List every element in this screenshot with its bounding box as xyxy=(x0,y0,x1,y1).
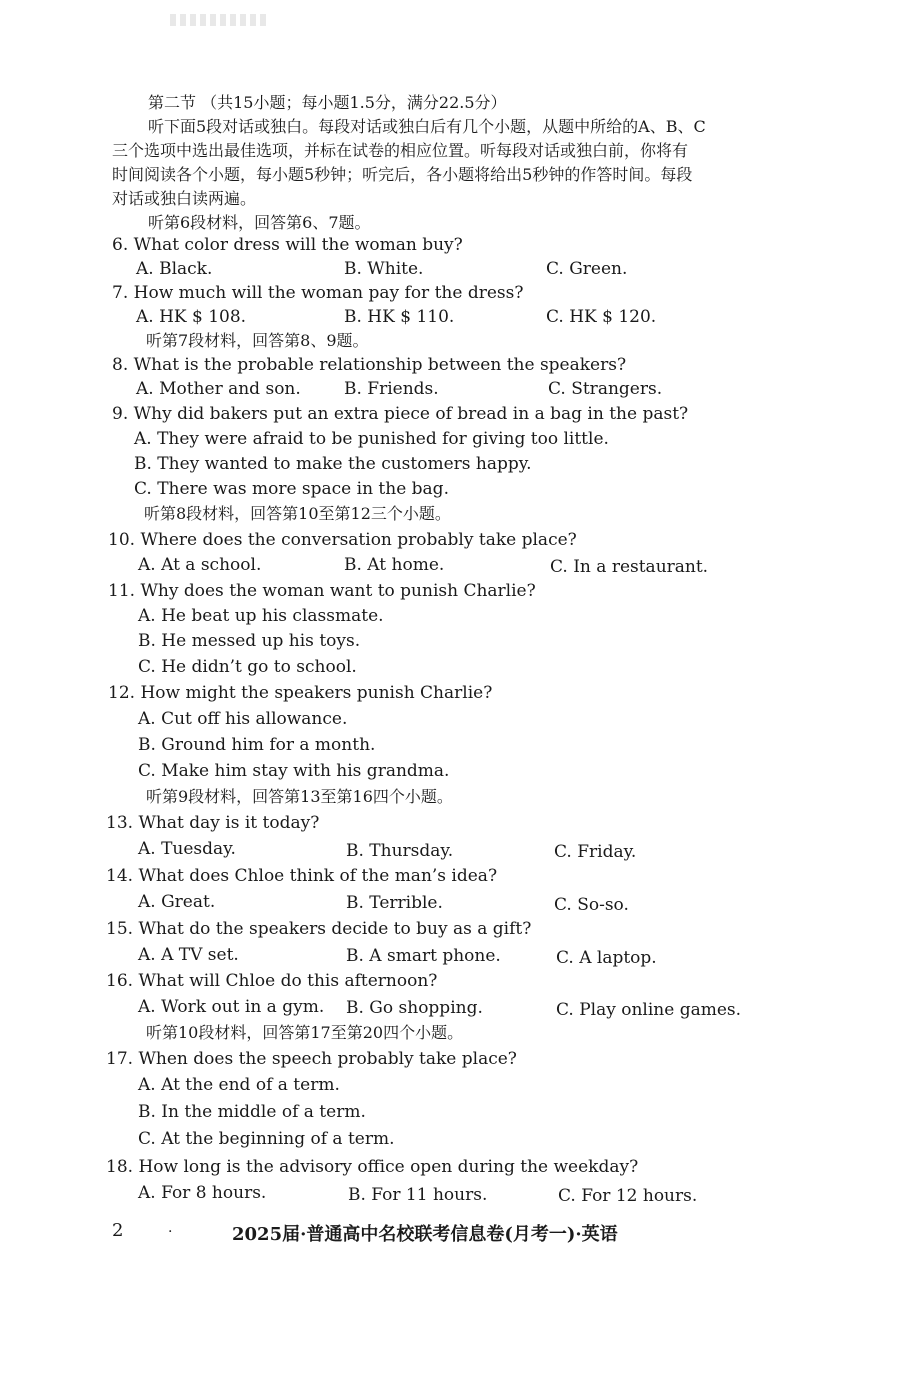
question-text: When does the speech probably take place? xyxy=(138,1049,517,1069)
question-text: What is the probable relationship between the speakers? xyxy=(133,355,627,375)
instruction-line: 对话或独白读两遍。 xyxy=(112,189,257,208)
option-a: A. Cut off his allowance. xyxy=(138,709,348,729)
question-text: Where does the conversation probably take place? xyxy=(140,530,577,550)
material-header: 听第10段材料，回答第17至第20四个小题。 xyxy=(146,1023,464,1042)
option-c: C. For 12 hours. xyxy=(558,1186,698,1206)
question-text: What color dress will the woman buy? xyxy=(133,235,463,255)
question-number: 7. xyxy=(112,283,129,303)
question xyxy=(106,1156,638,1178)
option-c: C. In a restaurant. xyxy=(550,557,709,577)
question-number: 16. xyxy=(106,971,134,991)
option-b: B. They wanted to make the customers happy. xyxy=(134,454,532,474)
question-number: 13. xyxy=(106,813,134,833)
option-a: A. He beat up his classmate. xyxy=(138,606,384,626)
question-number: 17. xyxy=(106,1049,134,1069)
footer-dot: . xyxy=(168,1220,173,1236)
option-a: A. Work out in a gym. xyxy=(138,997,325,1017)
option-a: A. Great. xyxy=(138,892,216,912)
question-number: 15. xyxy=(106,919,134,939)
question xyxy=(106,865,497,887)
question-text: What day is it today? xyxy=(138,813,320,833)
option-b: B. A smart phone. xyxy=(346,946,501,966)
instruction-line: 时间阅读各个小题，每小题5秒钟；听完后，各小题将给出5秒钟的作答时间。每段 xyxy=(112,165,693,184)
option-c: C. Strangers. xyxy=(548,379,663,399)
question xyxy=(108,682,492,704)
option-c: C. So-so. xyxy=(554,895,629,915)
question xyxy=(108,580,536,602)
option-c: C. Friday. xyxy=(554,842,637,862)
material-header: 听第6段材料，回答第6、7题。 xyxy=(148,213,371,232)
question-number: 9. xyxy=(112,404,129,424)
option-c: C. At the beginning of a term. xyxy=(138,1129,395,1149)
question xyxy=(106,918,531,940)
question-text: Why does the woman want to punish Charlie? xyxy=(140,581,536,601)
option-b: B. For 11 hours. xyxy=(348,1185,488,1205)
option-c: C. A laptop. xyxy=(556,948,657,968)
instruction-line: 听下面5段对话或独白。每段对话或独白后有几个小题，从题中所给的A、B、C xyxy=(148,117,706,136)
question xyxy=(106,812,319,834)
option-a: A. Mother and son. xyxy=(136,379,301,399)
question-text: How long is the advisory office open during the weekday? xyxy=(138,1157,639,1177)
question-text: What will Chloe do this afternoon? xyxy=(138,971,438,991)
option-c: C. He didn’t go to school. xyxy=(138,657,357,677)
question-number: 8. xyxy=(112,355,129,375)
question xyxy=(106,1048,517,1070)
option-b: B. HK $ 110. xyxy=(344,307,455,327)
scan-smudge xyxy=(170,14,270,26)
question xyxy=(112,403,688,425)
option-b: B. In the middle of a term. xyxy=(138,1102,366,1122)
question-number: 14. xyxy=(106,866,134,886)
instruction-line: 三个选项中选出最佳选项，并标在试卷的相应位置。听每段对话或独白前，你将有 xyxy=(112,141,689,160)
option-c: C. There was more space in the bag. xyxy=(134,479,449,499)
option-b: B. Thursday. xyxy=(346,841,454,861)
option-b: B. Friends. xyxy=(344,379,439,399)
footer-title: 2025届·普通高中名校联考信息卷(月考一)·英语 xyxy=(232,1224,618,1245)
option-c: C. Play online games. xyxy=(556,1000,742,1020)
section-title: 第二节 （共15小题；每小题1.5分，满分22.5分） xyxy=(148,93,507,112)
option-c: C. Make him stay with his grandma. xyxy=(138,761,450,781)
material-header: 听第7段材料，回答第8、9题。 xyxy=(146,331,369,350)
option-a: A. HK $ 108. xyxy=(136,307,247,327)
option-a: A. Tuesday. xyxy=(138,839,236,859)
option-a: A. At the end of a term. xyxy=(138,1075,340,1095)
option-b: B. Terrible. xyxy=(346,893,443,913)
option-b: B. White. xyxy=(344,259,424,279)
question-number: 18. xyxy=(106,1157,134,1177)
option-b: B. He messed up his toys. xyxy=(138,631,361,651)
question-text: How might the speakers punish Charlie? xyxy=(140,683,493,703)
question-number: 11. xyxy=(108,581,136,601)
question-number: 6. xyxy=(112,235,129,255)
question-number: 12. xyxy=(108,683,136,703)
material-header: 听第9段材料，回答第13至第16四个小题。 xyxy=(146,787,453,806)
question-number: 10. xyxy=(108,530,136,550)
question-text: What do the speakers decide to buy as a gift? xyxy=(138,919,532,939)
option-c: C. Green. xyxy=(546,259,628,279)
option-a: A. A TV set. xyxy=(138,945,239,965)
question-text: How much will the woman pay for the dress? xyxy=(133,283,524,303)
option-b: B. At home. xyxy=(344,555,445,575)
option-a: A. At a school. xyxy=(138,555,262,575)
question xyxy=(112,282,523,304)
question-text: What does Chloe think of the man’s idea? xyxy=(138,866,498,886)
option-a: A. For 8 hours. xyxy=(138,1183,267,1203)
option-b: B. Go shopping. xyxy=(346,998,483,1018)
option-b: B. Ground him for a month. xyxy=(138,735,376,755)
question xyxy=(108,529,577,551)
page-number: 2 xyxy=(112,1220,124,1241)
option-a: A. Black. xyxy=(136,259,213,279)
option-a: A. They were afraid to be punished for giving too little. xyxy=(134,429,609,449)
question xyxy=(112,354,626,376)
option-c: C. HK $ 120. xyxy=(546,307,657,327)
material-header: 听第8段材料，回答第10至第12三个小题。 xyxy=(144,504,451,523)
question-text: Why did bakers put an extra piece of bread in a bag in the past? xyxy=(133,404,689,424)
question xyxy=(106,970,437,992)
question xyxy=(112,234,463,256)
